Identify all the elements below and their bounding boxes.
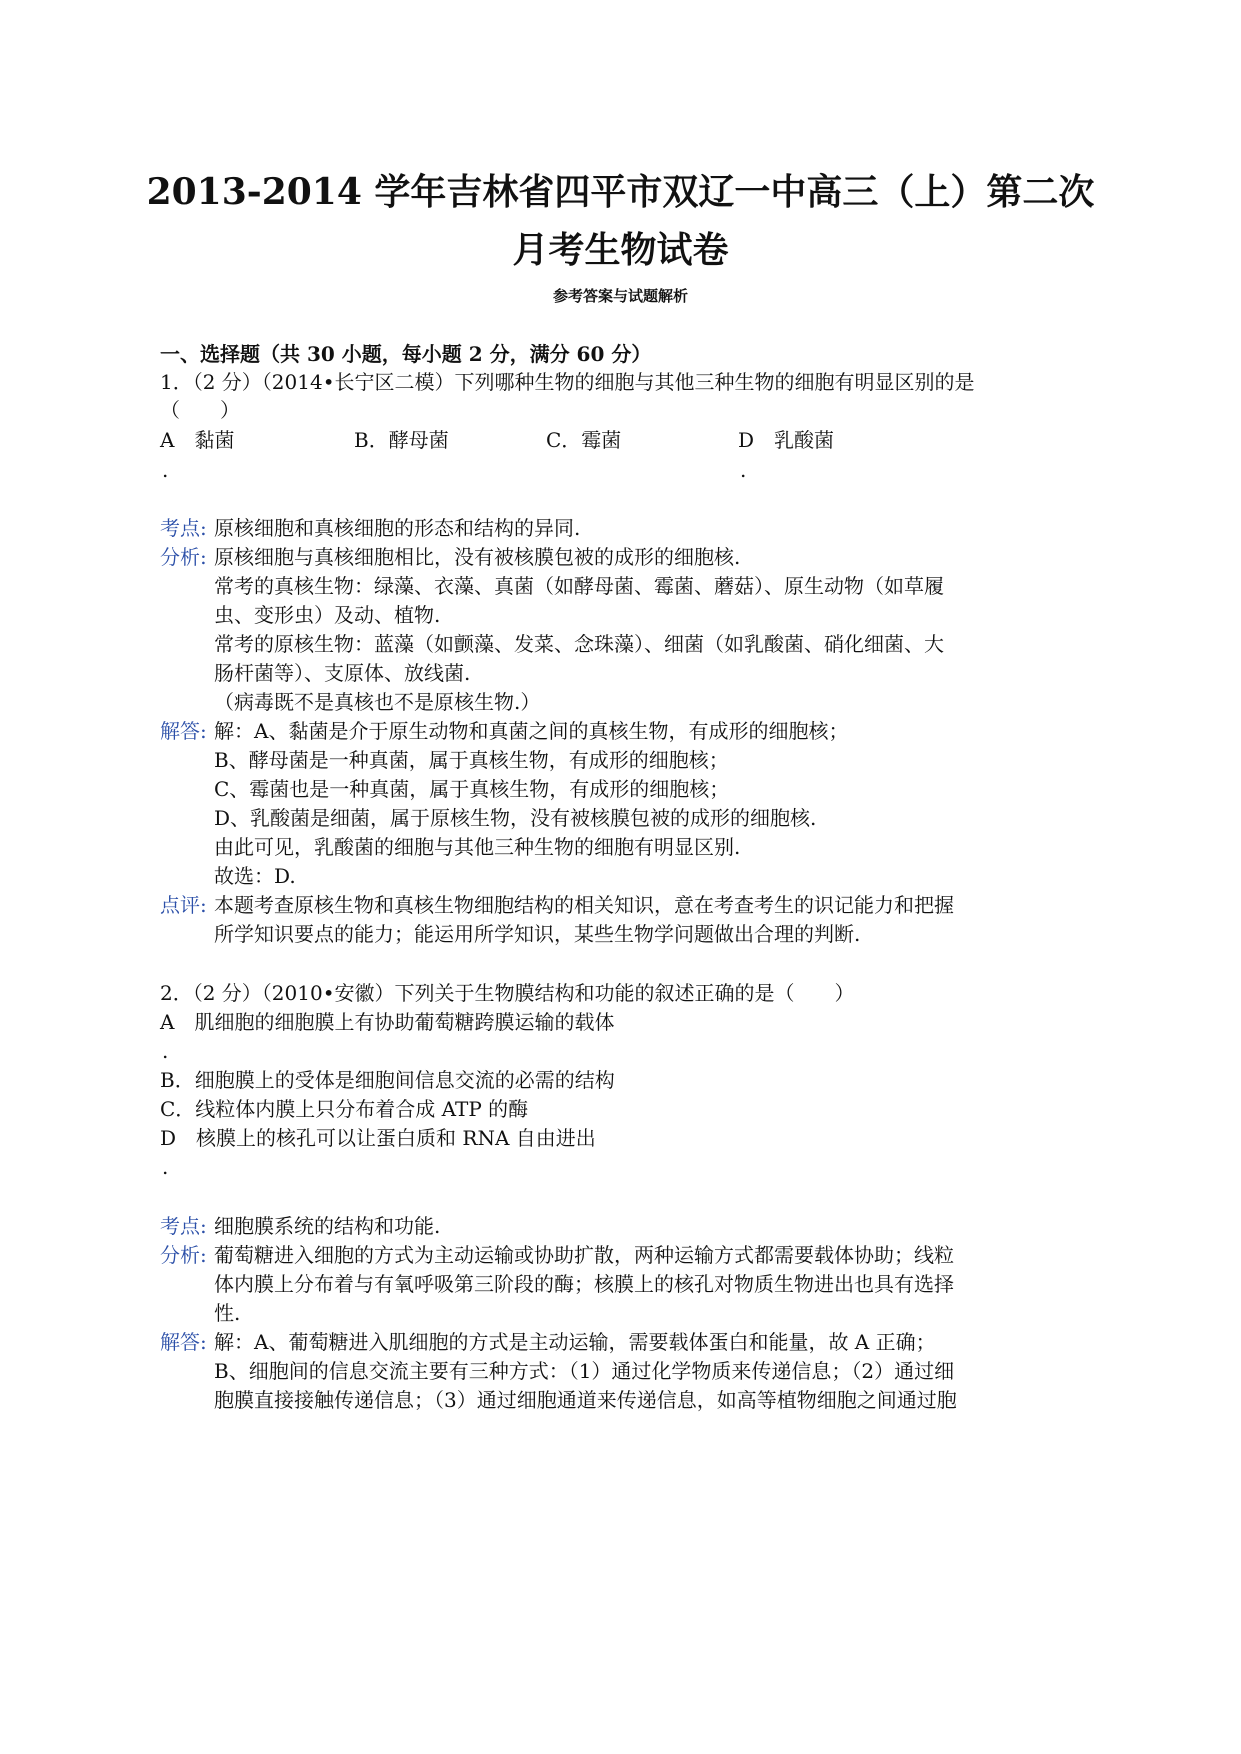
q1-stem-cont: （ ） (160, 398, 240, 422)
q2-option-d: D 核膜上的核孔可以让蛋白质和 RNA 自由进出 (160, 1126, 596, 1150)
q1-option-d: D 乳酸菌 (738, 428, 835, 452)
doc-title-line1: 2013-2014 学年吉林省四平市双辽一中高三（上）第二次 (146, 171, 1095, 213)
q2-option-d-dot: . (162, 1155, 169, 1179)
q1-option-d-dot: . (740, 458, 747, 482)
q2-jieda-line: 胞膜直接接触传递信息；（3）通过细胞通道来传递信息，如高等植物细胞之间通过胞 (214, 1388, 957, 1412)
q2-stem: 2．（2 分）（2010•安徽）下列关于生物膜结构和功能的叙述正确的是（ ） (160, 981, 855, 1005)
q2-kaodian-label: 考点: (160, 1214, 207, 1238)
q1-jieda-line: B、酵母菌是一种真菌，属于真核生物，有成形的细胞核； (214, 748, 729, 772)
q2-jieda-line: 解：A、葡萄糖进入肌细胞的方式是主动运输，需要载体蛋白和能量，故 A 正确； (214, 1330, 936, 1354)
q1-jieda-line: 由此可见，乳酸菌的细胞与其他三种生物的细胞有明显区别. (214, 835, 741, 859)
q2-fenxi-line: 性. (214, 1301, 241, 1325)
q1-option-a: A 黏菌 (160, 428, 235, 452)
q1-jieda-line: C、霉菌也是一种真菌，属于真核生物，有成形的细胞核； (214, 777, 730, 801)
q2-option-b: B．细胞膜上的受体是细胞间信息交流的必需的结构 (160, 1068, 615, 1092)
q1-fenxi-label: 分析: (160, 545, 207, 569)
q1-fenxi-line: 肠杆菌等）、支原体、放线菌. (214, 661, 471, 685)
section-heading: 一、选择题（共 30 小题，每小题 2 分，满分 60 分） (160, 342, 652, 366)
q1-jieda-line: 故选：D. (214, 864, 296, 888)
q1-kaodian-label: 考点: (160, 516, 207, 540)
q1-dianping-line: 所学知识要点的能力；能运用所学知识，某些生物学问题做出合理的判断. (214, 922, 861, 946)
q1-option-a-dot: . (162, 458, 169, 482)
q1-fenxi-line: 常考的真核生物：绿藻、衣藻、真菌（如酵母菌、霉菌、蘑菇）、原生动物（如草履 (214, 574, 944, 598)
q1-jieda-line: 解：A、黏菌是介于原生动物和真菌之间的真核生物，有成形的细胞核； (214, 719, 849, 743)
q1-kaodian: 原核细胞和真核细胞的形态和结构的异同. (214, 516, 581, 540)
q2-fenxi-line: 体内膜上分布着与有氧呼吸第三阶段的酶；核膜上的核孔对物质生物进出也具有选择 (214, 1272, 954, 1296)
q1-dianping-line: 本题考查原核生物和真核生物细胞结构的相关知识，意在考查考生的识记能力和把握 (214, 893, 954, 917)
q1-jieda-label: 解答: (160, 719, 207, 743)
q1-stem: 1．（2 分）（2014•长宁区二模）下列哪种生物的细胞与其他三种生物的细胞有明显区别的是 (160, 370, 975, 394)
q1-fenxi-line: 常考的原核生物：蓝藻（如颤藻、发菜、念珠藻）、细菌（如乳酸菌、硝化细菌、大 (214, 632, 944, 656)
q2-fenxi-line: 葡萄糖进入细胞的方式为主动运输或协助扩散，两种运输方式都需要载体协助；线粒 (214, 1243, 954, 1267)
doc-title-line2: 月考生物试卷 (512, 229, 729, 271)
q1-fenxi-line: （病毒既不是真核也不是原核生物.） (214, 690, 541, 714)
doc-subtitle: 参考答案与试题解析 (552, 287, 688, 305)
q2-option-a: A 肌细胞的细胞膜上有协助葡萄糖跨膜运输的载体 (160, 1010, 615, 1034)
q2-option-c: C．线粒体内膜上只分布着合成 ATP 的酶 (160, 1097, 529, 1121)
q1-fenxi-line: 原核细胞与真核细胞相比，没有被核膜包被的成形的细胞核. (214, 545, 741, 569)
q1-option-b: B．酵母菌 (354, 428, 449, 452)
q2-kaodian: 细胞膜系统的结构和功能. (214, 1214, 441, 1238)
q1-fenxi-line: 虫、变形虫）及动、植物. (214, 603, 441, 627)
q2-option-a-dot: . (162, 1039, 169, 1063)
q2-jieda-label: 解答: (160, 1330, 207, 1354)
q2-jieda-line: B、细胞间的信息交流主要有三种方式：（1）通过化学物质来传递信息；（2）通过细 (214, 1359, 955, 1383)
q1-jieda-line: D、乳酸菌是细菌，属于原核生物，没有被核膜包被的成形的细胞核. (214, 806, 817, 830)
q1-dianping-label: 点评: (160, 893, 207, 917)
q2-fenxi-label: 分析: (160, 1243, 207, 1267)
q1-option-c: C．霉菌 (546, 428, 622, 452)
